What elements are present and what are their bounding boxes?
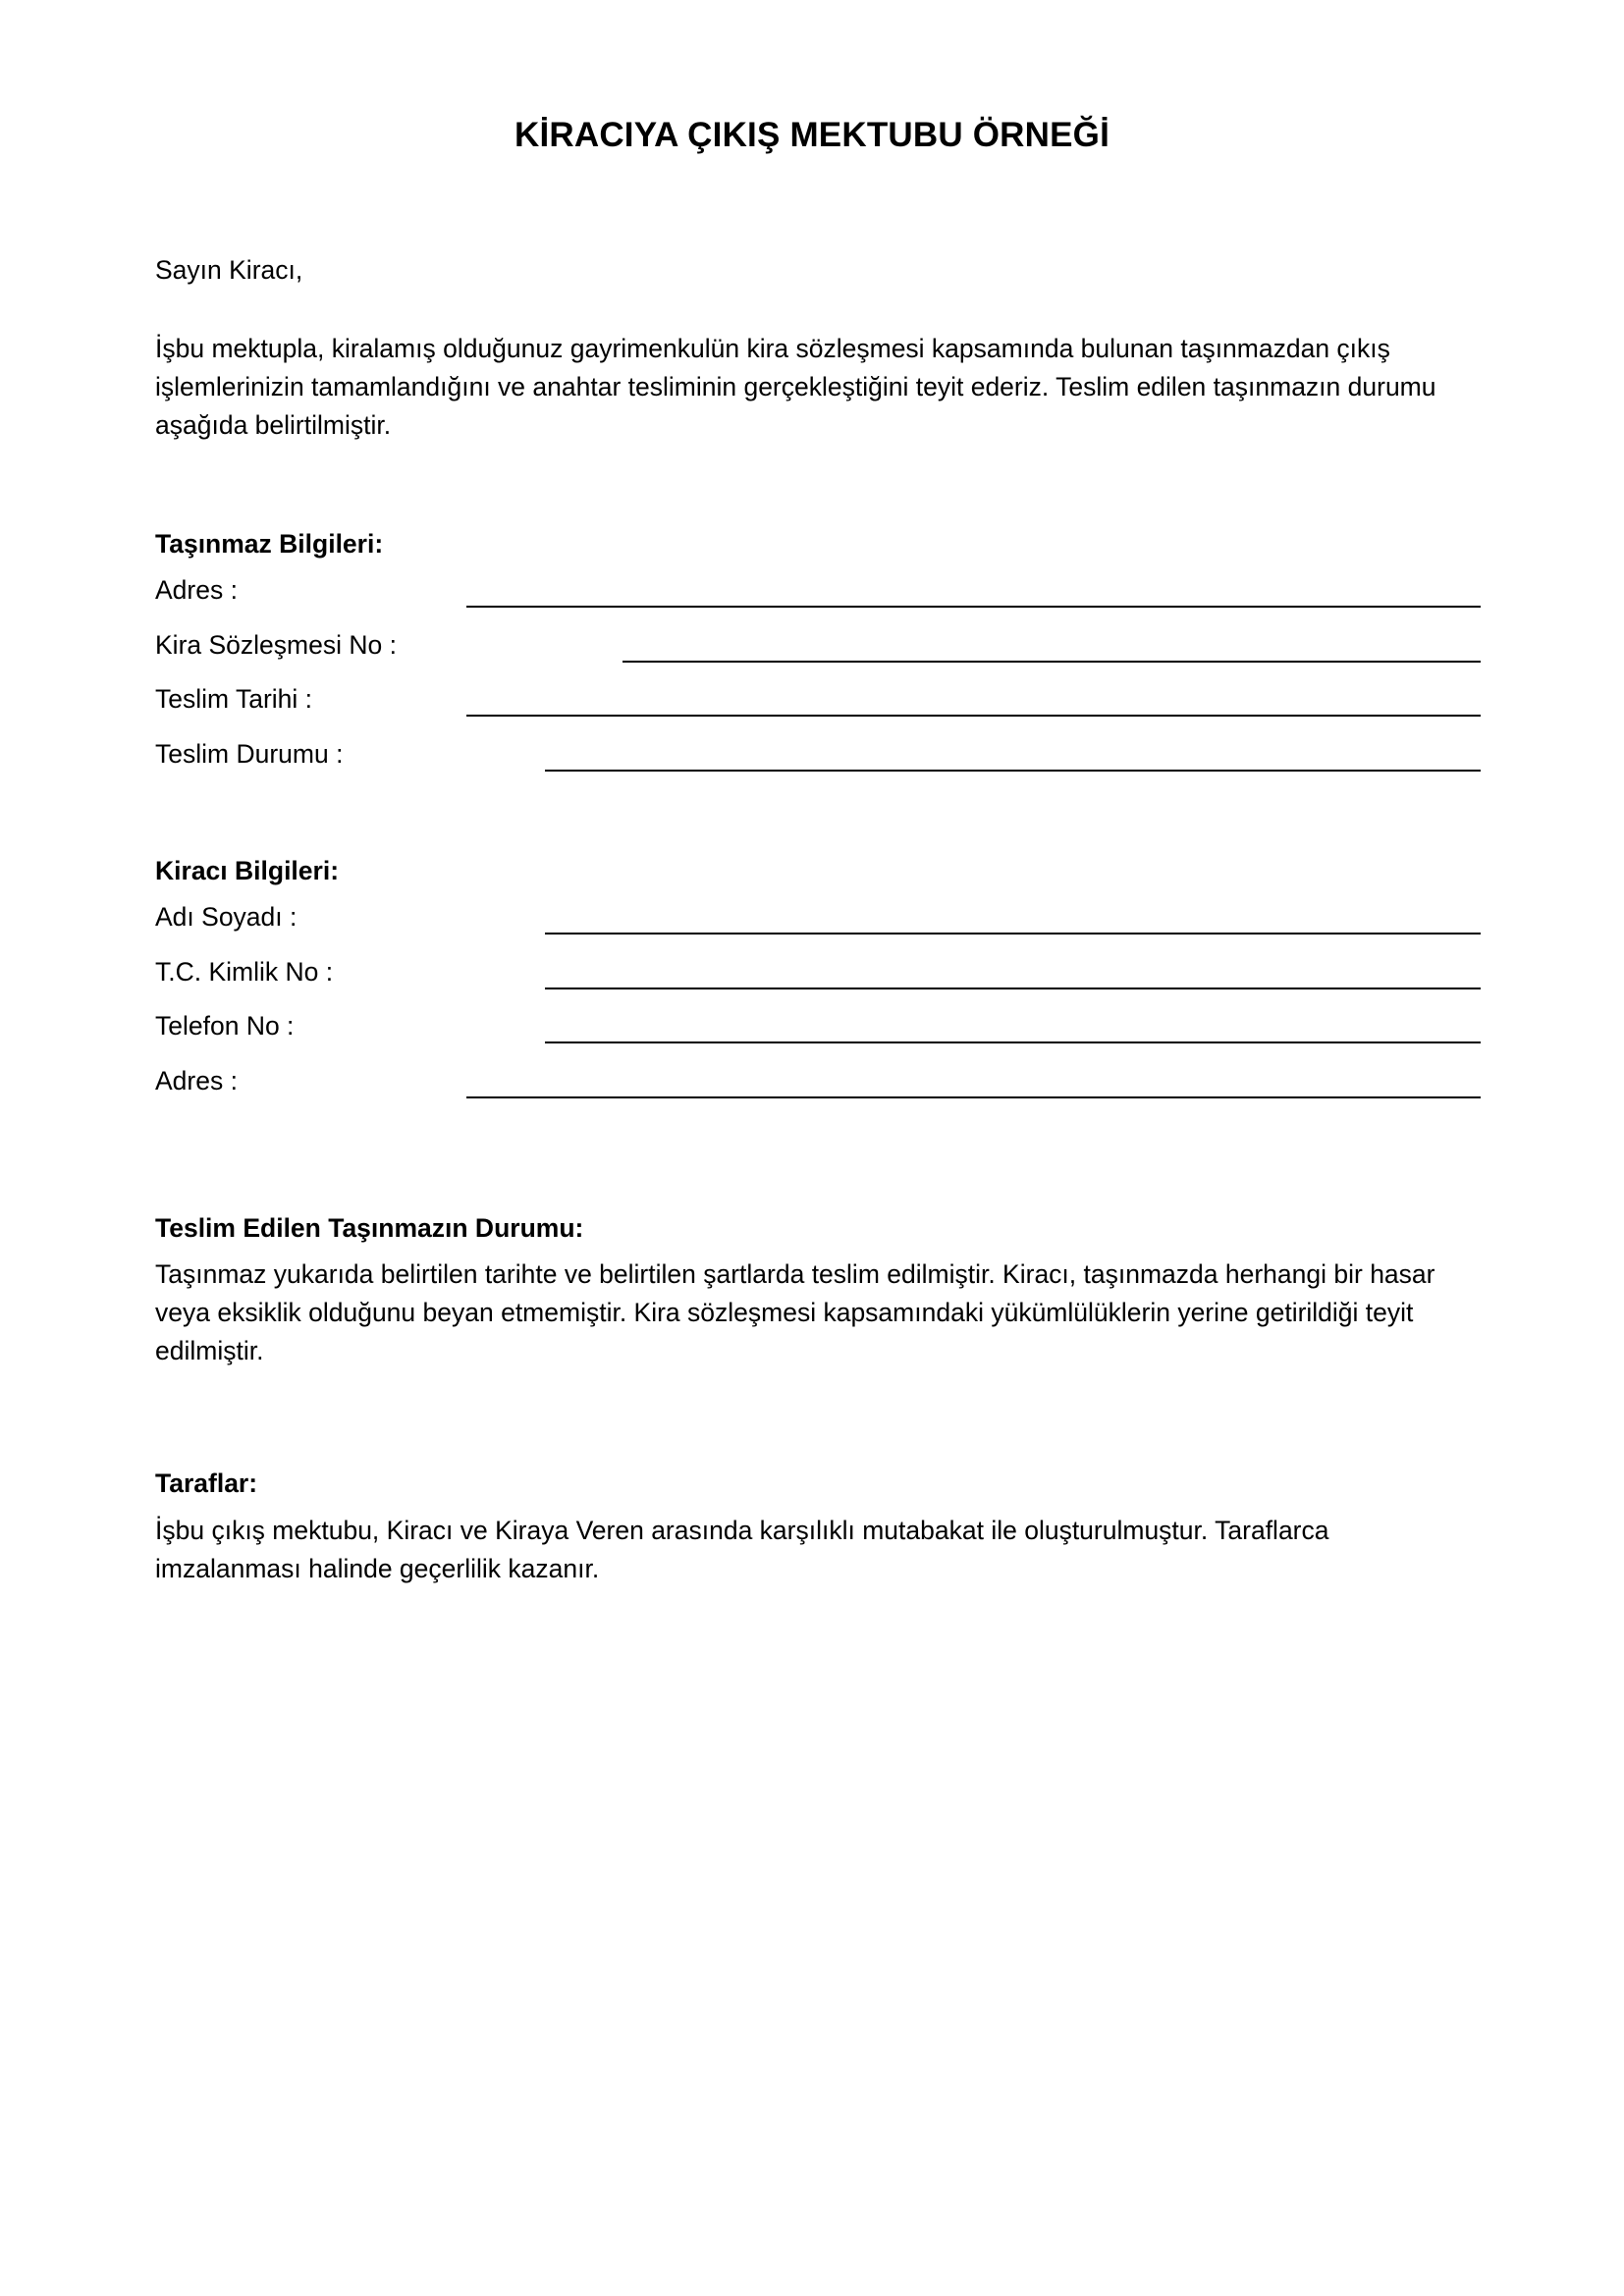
tenant-address-line[interactable] bbox=[466, 1096, 1481, 1098]
tenant-phone-label: Telefon No : bbox=[155, 1011, 295, 1041]
condition-section-heading: Teslim Edilen Taşınmazın Durumu: bbox=[155, 1213, 584, 1243]
property-address-line[interactable] bbox=[466, 606, 1481, 608]
parties-section-heading: Taraflar: bbox=[155, 1468, 258, 1498]
document-title: KİRACIYA ÇIKIŞ MEKTUBU ÖRNEĞİ bbox=[514, 116, 1110, 154]
tenant-id-line[interactable] bbox=[545, 988, 1481, 989]
tenant-phone-line[interactable] bbox=[545, 1041, 1481, 1043]
tenant-id-label: T.C. Kimlik No : bbox=[155, 957, 334, 987]
tenant-section-heading: Kiracı Bilgileri: bbox=[155, 856, 340, 885]
delivery-date-line[interactable] bbox=[466, 715, 1481, 717]
condition-paragraph: Taşınmaz yukarıda belirtilen tarihte ve belirtilen şartlarda teslim edilmiştir. Kiracı, taşınmazda herhangi bir hasar veya eksiklik olduğunu beyan etmemiştir. Kira sözleşmesi kapsamındaki yükümlülüklerin yerine getirildiği teyit edilmiştir. bbox=[155, 1259, 1435, 1365]
property-section-heading: Taşınmaz Bilgileri: bbox=[155, 529, 384, 559]
tenant-address-label: Adres : bbox=[155, 1066, 238, 1095]
delivery-status-label: Teslim Durumu : bbox=[155, 739, 344, 769]
tenant-name-line[interactable] bbox=[545, 933, 1481, 934]
greeting: Sayın Kiracı, bbox=[155, 255, 303, 285]
parties-paragraph: İşbu çıkış mektubu, Kiracı ve Kiraya Veren arasında karşılıklı mutabakat ile oluşturulmuştur. Taraflarca imzalanması halinde geçerlilik kazanır. bbox=[155, 1516, 1329, 1583]
intro-paragraph: İşbu mektupla, kiralamış olduğunuz gayrimenkulün kira sözleşmesi kapsamında bulunan taşınmazdan çıkış işlemlerinizin tamamlandığını ve anahtar tesliminin gerçekleştiğini teyit ederiz. Teslim edilen taşınmazın durumu aşağıda belirtilmiştir. bbox=[155, 334, 1436, 440]
contract-no-label: Kira Sözleşmesi No : bbox=[155, 630, 397, 660]
tenant-name-label: Adı Soyadı : bbox=[155, 902, 298, 932]
contract-no-line[interactable] bbox=[623, 661, 1481, 663]
delivery-date-label: Teslim Tarihi : bbox=[155, 684, 313, 714]
property-address-label: Adres : bbox=[155, 575, 238, 605]
delivery-status-line[interactable] bbox=[545, 770, 1481, 772]
